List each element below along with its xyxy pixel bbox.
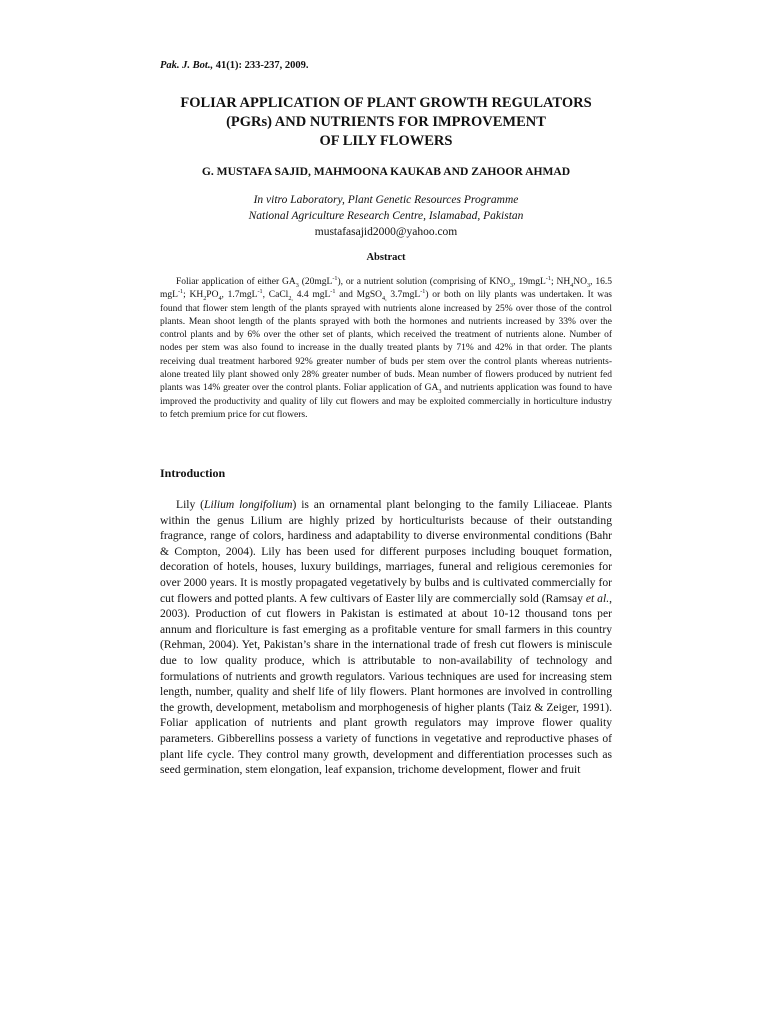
abstract-sub: 2 — [203, 296, 207, 303]
title-line-3: OF LILY FLOWERS — [319, 133, 453, 149]
abstract-sub: 4 — [218, 296, 222, 303]
abstract-sub: 3 — [295, 282, 299, 289]
abstract-seg: ; NH — [550, 277, 571, 287]
abstract-sub: 4, — [382, 296, 387, 303]
abstract-seg: and nutrients application was found to have improved the productivity and quality of lily cut flowers and may be exploited commercially in horticulture industry to fetch premium price for cut flowers. — [160, 383, 612, 420]
abstract-seg: ), or a nutrient solution (comprising of KNO — [337, 277, 510, 287]
abstract-seg: , 19mgL — [513, 277, 546, 287]
paper-title — [160, 94, 612, 151]
abstract-seg: , CaCl — [262, 290, 289, 301]
journal-citation — [160, 60, 308, 71]
author-email: mustafasajid2000@yahoo.com — [314, 226, 458, 238]
intro-seg: , 2003). Production of cut flowers in Pakistan is estimated at about 10-12 thousand tons per annum and floriculture is fast emerging as a profitable venture for small farmers in this country (Rehman, 2004). Yet, Pakistan’s share in the international trade of fresh cut flowers is miniscule due to low quality produce, which is attributable to non-availability of technology and formulations of nutrients and growth regulators. Various techniques are used for increasing stem length, number, quality and shelf life of lily flowers. Plant hormones are involved in controlling the growth, development, metabolism and morphogenesis of higher plants (Taiz & Zeiger, 1991). Foliar application of nutrients and plant growth regulators may improve flower quality parameters. Gibberellins possess a variety of functions in vegetative and reproductive phases of plant life cycle. They control many growth, development and differentiation processes such as seed germination, stem elongation, leaf expansion, trichome development, flower and fruit — [160, 591, 612, 777]
affiliation-line-1 — [160, 192, 612, 208]
abstract-sub: 2, — [288, 296, 293, 303]
abstract-sup: -1 — [257, 289, 263, 296]
abstract-sup: -1 — [420, 289, 426, 296]
introduction-text — [160, 497, 612, 778]
abstract-sup: -1 — [177, 289, 184, 296]
abstract-seg: 4.4 mgL — [292, 290, 331, 301]
abstract-seg: , 1.7mgL — [221, 290, 258, 301]
abstract-heading: Abstract — [366, 252, 406, 263]
intro-seg: ) is an ornamental plant belonging to the family Liliaceae. Plants within the genus Lilium are highly prized by horticulturists because of their outstanding fragrance, range of colors, hardiness and adaptability to diverse environmental conditions (Bahr & Compton, 2004). Lily has been used for different purposes including bouquet formation, decoration of hotels, houses, luxury buildings, marriages, funeral and religious ceremonies for over 2000 years. It is mostly propagated vegetatively by bulbs and is cultivated commercially for cut flowers and potted plants. A few cultivars of Easter lily are commercially sold (Ramsay — [160, 498, 612, 605]
abstract-sup: -1 — [330, 289, 336, 296]
abstract-seg: ; KH — [183, 290, 204, 301]
affiliation-in-vitro: In vitro — [253, 194, 288, 206]
abstract-seg: 3.7mgL — [386, 290, 421, 301]
affiliation — [160, 192, 612, 240]
title-line-2: (PGRs) AND NUTRIENTS FOR IMPROVEMENT — [226, 114, 546, 130]
affiliation-line-2: National Agriculture Research Centre, Islamabad, Pakistan — [248, 210, 524, 222]
abstract-sub: 4 — [570, 282, 574, 289]
intro-species-name: Lilium longifolium — [204, 498, 293, 511]
abstract-seg: Foliar application of either GA — [176, 277, 296, 287]
journal-abbrev: Pak. J. Bot., — [160, 60, 214, 71]
abstract-sub: 3 — [438, 389, 442, 396]
abstract-text — [160, 276, 612, 422]
affiliation-lab: Laboratory, Plant Genetic Resources Programme — [287, 194, 519, 206]
abstract-sup: -1 — [332, 275, 338, 282]
abstract-sub: 3 — [510, 282, 514, 289]
abstract-seg: NO — [573, 277, 588, 287]
abstract-seg: (20mgL — [298, 277, 333, 287]
introduction-heading: Introduction — [160, 466, 226, 480]
author-list: G. MUSTAFA SAJID, MAHMOONA KAUKAB AND ZAHOOR AHMAD — [201, 165, 571, 178]
citation-details: 41(1): 233-237, 2009. — [213, 60, 309, 71]
title-line-1: FOLIAR APPLICATION OF PLANT GROWTH REGULATORS — [180, 95, 592, 111]
abstract-seg: PO — [206, 290, 219, 301]
abstract-seg: ) or both on lily plants was undertaken. It was found that flower stem length of the plants sprayed with nutrients alone increased by 25% over those of the control plants. Mean shoot length of the plants sprayed with both the hormones and nutrients increased by 33% over the control plants and by 6% over the other set of plants, which received the treatment of nutrients alone. Number of nodes per stem was also found to increase in the dually treated plants by 71% and 42% in that order. The plants receiving dual treatment harbored 92% greater number of buds per stem over the control plants whereas nutrients- alone treated lily plant showed only 28% greater number of buds. Mean number of flowers produced by nutrient fed plants was 14% greater over the control plants. Foliar application of GA — [160, 290, 612, 394]
abstract-sup: -1 — [545, 275, 551, 282]
abstract-seg: , 16.5 mgL — [160, 277, 612, 301]
abstract-seg: and MgSO — [335, 290, 383, 301]
intro-et-al: et al. — [585, 591, 610, 605]
abstract-sub: 3 — [587, 282, 591, 289]
intro-seg: Lily ( — [176, 498, 204, 511]
